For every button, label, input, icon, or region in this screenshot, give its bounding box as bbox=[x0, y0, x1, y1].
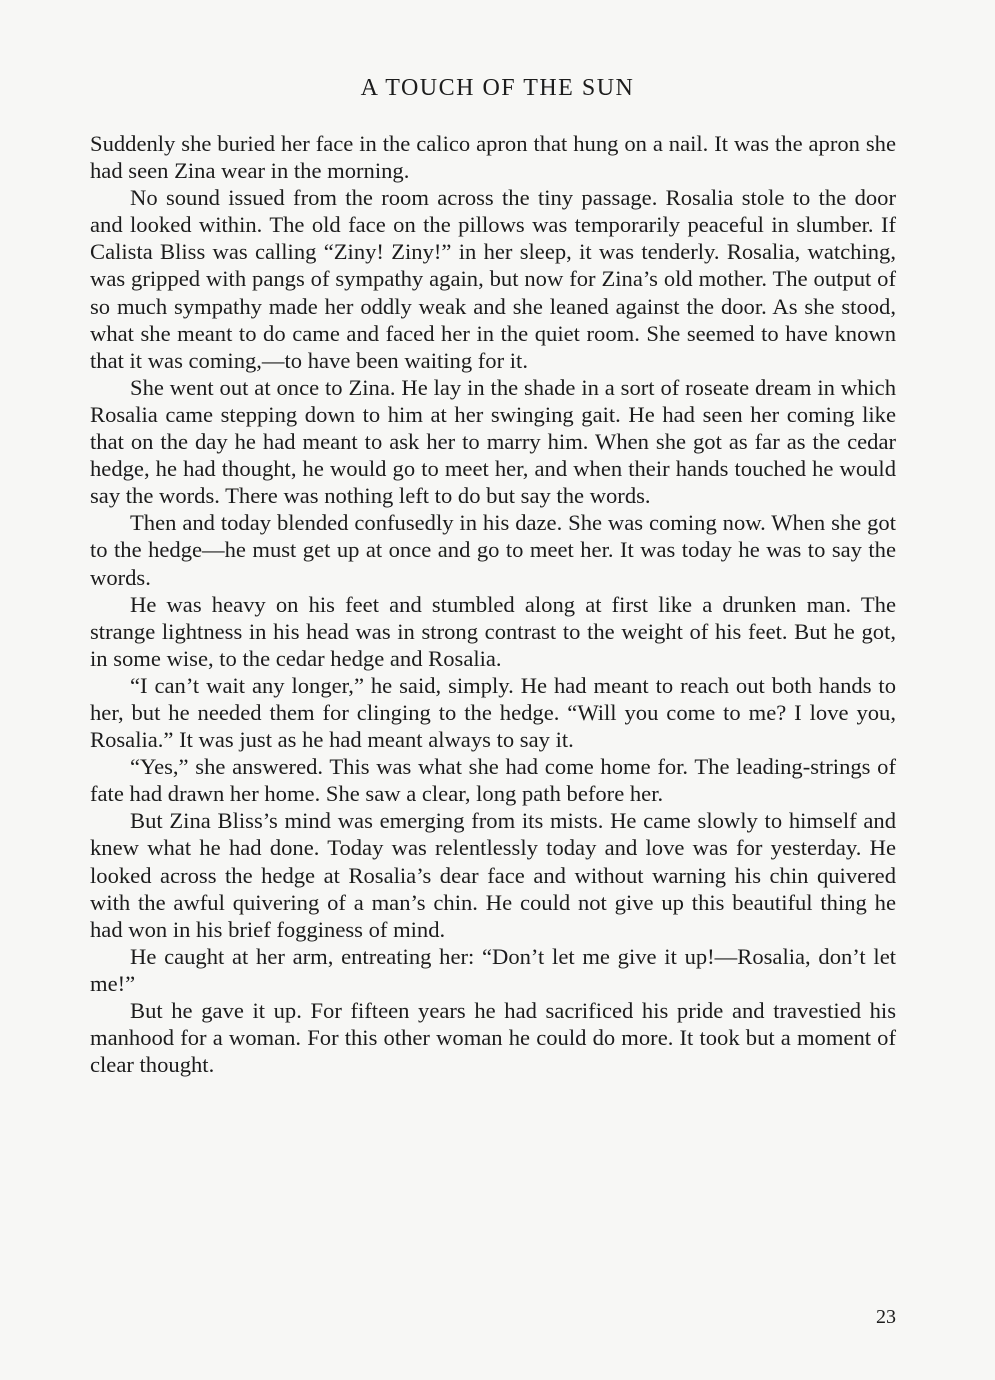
paragraph: Then and today blended confusedly in his daze. She was coming now. When she got to the hedge—he must get up at once and go to meet her. It was today he was to say the words. bbox=[90, 510, 896, 590]
paragraph: No sound issued from the room across the tiny passage. Rosalia stole to the door and looked within. The old face on the pillows was temporarily peaceful in slumber. If Calista Bliss was calling “Ziny! Ziny!” in her sleep, it was tenderly. Rosalia, watching, was gripped with pangs of sympathy again, but now for Zina’s old mother. The output of so much sympathy made her oddly weak and she leaned against the door. As she stood, what she meant to do came and faced her in the quiet room. She seemed to have known that it was coming,—to have been waiting for it. bbox=[90, 185, 896, 373]
page-number: 23 bbox=[876, 1306, 896, 1328]
paragraph: He was heavy on his feet and stumbled along at first like a drunken man. The strange lightness in his head was in strong contrast to the weight of his feet. But he got, in some wise, to the cedar hedge and Rosalia. bbox=[90, 591, 896, 671]
paragraph: She went out at once to Zina. He lay in the shade in a sort of roseate dream in which Rosalia came stepping down to him at her swinging gait. He had seen her coming like that on the day he had meant to ask her to marry him. When she got as far as the cedar hedge, he had thought, he would go to meet her, and when their hands touched he would say the words. There was nothing left to do but say the words. bbox=[90, 374, 896, 509]
paragraph: “Yes,” she answered. This was what she had come home for. The leading-strings of fate had drawn her home. She saw a clear, long path before her. bbox=[90, 754, 896, 807]
paragraph: Suddenly she buried her face in the calico apron that hung on a nail. It was the apron she had seen Zina wear in the morning. bbox=[90, 131, 896, 184]
paragraph: “I can’t wait any longer,” he said, simply. He had meant to reach out both hands to her, but he needed them for clinging to the hedge. “Will you come to me? I love you, Rosalia.” It was just as he had meant always to say it. bbox=[90, 672, 896, 753]
paragraph: He caught at her arm, entreating her: “Don’t let me give it up!—Rosalia, don’t let me!” bbox=[90, 943, 896, 996]
paragraph: But he gave it up. For fifteen years he had sacrificed his pride and travestied his manhood for a woman. For this other woman he could do more. It took but a moment of clear thought. bbox=[90, 998, 896, 1078]
paragraph: But Zina Bliss’s mind was emerging from its mists. He came slowly to himself and knew what he had done. Today was relentlessly today and love was for yesterday. He looked across the hedge at Rosalia’s dear face and without warning his chin quivered with the awful quivering of a man’s chin. He could not give up this beautiful thing he had won in his brief fogginess of mind. bbox=[90, 808, 896, 942]
running-title: A TOUCH OF THE SUN bbox=[360, 75, 635, 101]
body-text bbox=[90, 130, 896, 1078]
